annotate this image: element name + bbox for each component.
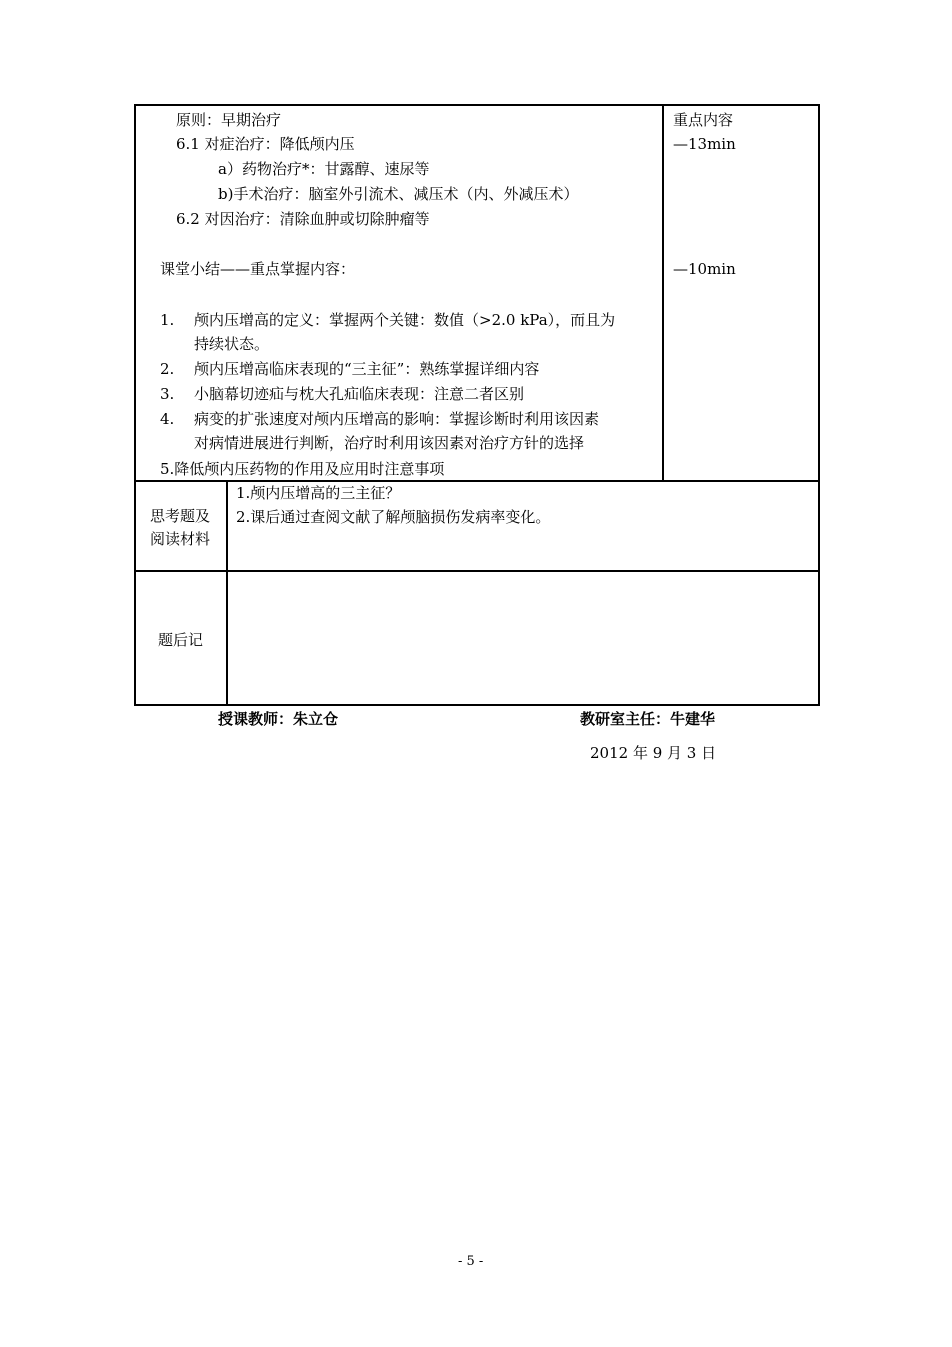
symptomatic-treatment-line: 6.1 对症治疗：降低颅内压	[176, 135, 355, 153]
questions-label-line2: 阅读材料	[150, 530, 211, 548]
document-date: 2012 年 9 月 3 日	[590, 744, 717, 762]
summary-item-5: 5.降低颅内压药物的作用及应用时注意事项	[160, 460, 445, 478]
table-border-top	[134, 104, 820, 106]
summary-item-2-number: 2.	[160, 360, 175, 378]
surgical-treatment-line: b)手术治疗：脑室外引流术、减压术（内、外减压术）	[218, 185, 579, 203]
summary-item-3-text: 小脑幕切迹疝与枕大孔疝临床表现：注意二者区别	[194, 385, 525, 403]
questions-label-line1: 思考题及	[150, 507, 211, 525]
table-border-left	[134, 104, 136, 706]
teacher-signature: 授课教师：朱立仓	[218, 710, 339, 728]
table-border-right	[818, 104, 820, 706]
table-divider-main-side	[662, 104, 664, 481]
key-content-label: 重点内容	[673, 111, 734, 129]
summary-item-3-number: 3.	[160, 385, 175, 403]
summary-item-1-number: 1.	[160, 311, 175, 329]
summary-item-2-text: 颅内压增高临床表现的“三主征”：熟练掌握详细内容	[194, 360, 540, 378]
drug-treatment-line: a）药物治疗*：甘露醇、速尿等	[218, 160, 430, 178]
time-note-10min: —10min	[673, 260, 736, 278]
table-border-bottom	[134, 704, 820, 706]
causal-treatment-line: 6.2 对因治疗：清除血肿或切除肿瘤等	[176, 210, 430, 228]
principle-line: 原则：早期治疗	[176, 111, 282, 129]
summary-item-1-text: 颅内压增高的定义：掌握两个关键：数值（>2.0 kPa），而且为	[194, 311, 616, 329]
question-item-1: 1.颅内压增高的三主征？	[236, 484, 401, 502]
summary-item-4-text: 病变的扩张速度对颅内压增高的影响：掌握诊断时利用该因素	[194, 410, 600, 428]
page-number: - 5 -	[458, 1254, 484, 1269]
summary-item-4-continuation: 对病情进展进行判断，治疗时利用该因素对治疗方针的选择	[194, 434, 585, 452]
question-item-2: 2.课后通过查阅文献了解颅脑损伤发病率变化。	[236, 508, 551, 526]
after-class-notes-label: 题后记	[158, 631, 204, 649]
time-note-13min: —13min	[673, 135, 736, 153]
summary-heading: 课堂小结——重点掌握内容：	[160, 260, 356, 278]
summary-item-4-number: 4.	[160, 410, 175, 428]
director-signature: 教研室主任：牛建华	[580, 710, 716, 728]
after-class-notes-area[interactable]	[228, 572, 818, 704]
summary-item-1-continuation: 持续状态。	[194, 335, 270, 353]
